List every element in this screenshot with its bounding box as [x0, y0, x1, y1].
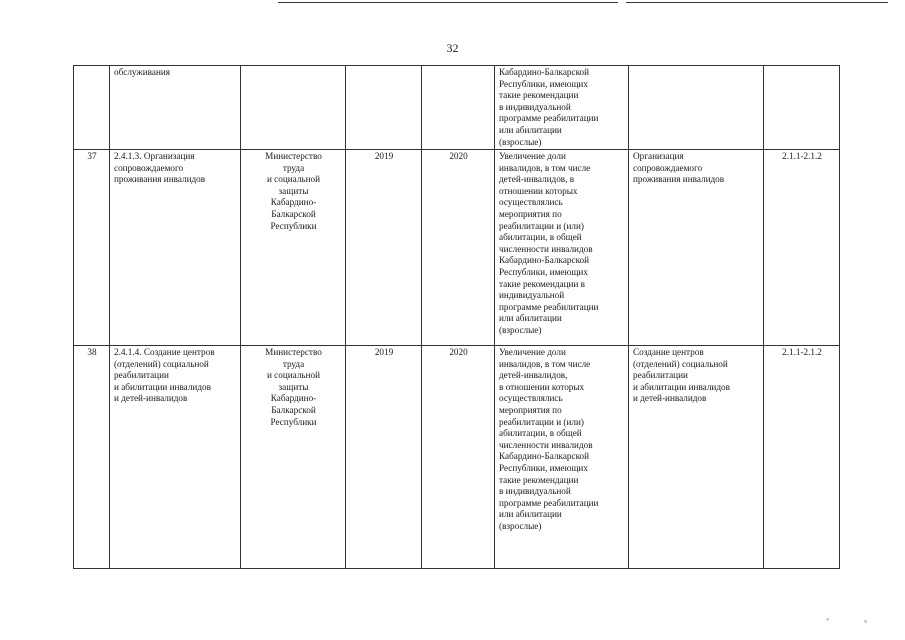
end-year — [422, 66, 495, 150]
measure-name: 2.4.1.3. Организация сопровождаемого проживания инвалидов — [110, 150, 241, 346]
top-rule-right — [626, 2, 888, 3]
program-measures-table — [73, 65, 840, 569]
linked-indicators: 2.1.1-2.1.2 — [764, 346, 840, 569]
measure-name: 2.4.1.4. Создание центров (отделений) социальной реабилитации и абилитации инвалидов и детей-инвалидов — [110, 346, 241, 569]
measure-name: обслуживания — [110, 66, 241, 150]
table-row — [74, 66, 840, 150]
linked-indicators — [764, 66, 840, 150]
end-year: 2020 — [422, 346, 495, 569]
indicator: Увеличение доли инвалидов, в том числе детей-инвалидов, в отношении которых осуществлялись мероприятия по реабилитации и (или) абилитации, в общей численности инвалидов Кабардино-Балкарской Республики, имеющих такие рекомендации в индивидуальной программе реабилитации или абилитации (взрослые) — [495, 150, 629, 346]
executor: Министерство труда и социальной защиты Кабардино- Балкарской Республики — [241, 346, 346, 569]
executor: Министерство труда и социальной защиты Кабардино- Балкарской Республики — [241, 150, 346, 346]
start-year — [346, 66, 422, 150]
expected-result: Создание центров (отделений) социальной реабилитации и абилитации инвалидов и детей-инвалидов — [629, 346, 764, 569]
table-row — [74, 150, 840, 346]
start-year: 2019 — [346, 150, 422, 346]
table-row — [74, 346, 840, 569]
executor — [241, 66, 346, 150]
top-rule-left — [278, 2, 618, 3]
linked-indicators: 2.1.1-2.1.2 — [764, 150, 840, 346]
page-number: 32 — [446, 41, 459, 55]
expected-result: Организация сопровождаемого проживания инвалидов — [629, 150, 764, 346]
indicator: Увеличение доли инвалидов, в том числе детей-инвалидов, в отношении которых осуществлялись мероприятия по реабилитации и (или) абилитации, в общей численности инвалидов Кабардино-Балкарской Республики, имеющих такие рекомендации в индивидуальной программе реабилитации или абилитации (взрослые) — [495, 346, 629, 569]
expected-result — [629, 66, 764, 150]
row-number — [74, 66, 110, 150]
row-number: 37 — [74, 150, 110, 346]
row-number: 38 — [74, 346, 110, 569]
scan-speck: ◦ — [826, 614, 830, 624]
end-year: 2020 — [422, 150, 495, 346]
indicator: Кабардино-Балкарской Республики, имеющих такие рекомендации в индивидуальной программе реабилитации или абилитации (взрослые) — [495, 66, 629, 150]
start-year: 2019 — [346, 346, 422, 569]
scan-speck: ◦ — [864, 616, 868, 626]
